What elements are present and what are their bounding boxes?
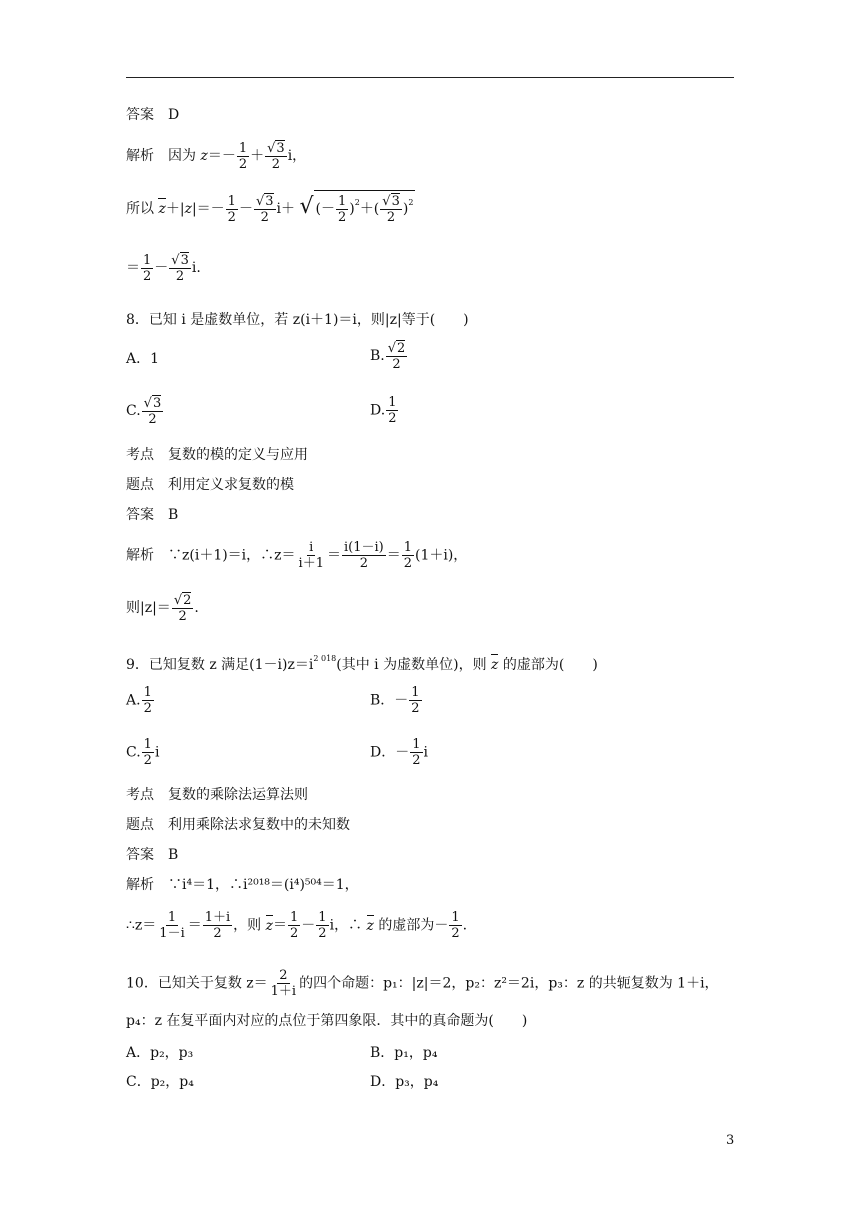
q9-stem: 9．已知复数 z 满足$(1-i)z=i^{2 018}$(其中 i 为虚数单位)，则 z 的虚部为( ): [126, 654, 598, 673]
q10-option-c: C．p₂，p₄: [126, 1074, 194, 1090]
q10-option-a: A．p₂，p₃: [126, 1045, 194, 1061]
q8-option-a: A．1: [126, 351, 160, 367]
fraction: $\frac{1}{2}$: [238, 140, 248, 172]
q10-option-d: D．p₃，p₄: [370, 1074, 439, 1090]
header-rule: [126, 77, 734, 78]
q8-tidian: 题点 利用定义求复数的模: [126, 477, 294, 493]
fraction: $\frac{1}{2}$: [227, 193, 236, 225]
q8-kaodian: 考点 复数的模的定义与应用: [126, 447, 308, 463]
q9-answer: 答案 B: [126, 847, 179, 863]
fraction: $\frac{√3}{2}$: [171, 253, 189, 284]
q8-option-c: C. $\frac{√3}{2}$: [126, 396, 162, 427]
q9-option-a: A. $\frac{1}{2}$: [126, 685, 152, 716]
q8-stem: 8．已知 i 是虚数单位，若 z(i＋1)＝i，则|z|等于( ): [126, 312, 469, 328]
page-number: 3: [726, 1133, 735, 1148]
q9-option-b: B．－ $\frac{1}{2}$: [370, 685, 420, 716]
q7-analysis-line3: ＝ $\frac{1}{2}$ － $\frac{√3}{2}$ i.: [126, 252, 201, 284]
q9-option-c: C. $\frac{1}{2}$ i: [126, 737, 160, 768]
q10-stem-line1: 10．已知关于复数 z＝ $\frac{2}{1+i}$ 的四个命题：p₁：|z|＝2，p₂：z²＝2i，p₃：z 的共轭复数为 1＋i，: [126, 968, 719, 999]
q8-option-b: B. $\frac{√2}{2}$: [370, 341, 406, 372]
q8-analysis-line1: 解析 ∵z(i＋1)＝i，∴z＝ $\frac{i}{i+1}$ ＝ $\frac{i(1-i)}{2}$ ＝ $\frac{1}{2}$ (1＋i)，: [126, 540, 468, 571]
q9-analysis-line2: ∴z＝ $\frac{1}{1-i}$ ＝ $\frac{1+i}{2}$ ，则 z＝ $\frac{1}{2}$ － $\frac{1}{2}$ i，∴ z 的虚部为－ $\frac{1}{2}$ .: [126, 910, 468, 941]
q10-option-b: B．p₁，p₄: [370, 1045, 438, 1061]
q8-option-d: D. $\frac{1}{2}$: [370, 395, 397, 426]
q7-analysis-line2: 所以 z＋|z|＝－ $\frac{1}{2}$ － $\frac{√3}{2}$ i＋ √ (－ $\frac{1}{2}$ )$^2$＋( $\frac{√3}{2}$ )$^2$: [126, 190, 415, 227]
q9-analysis-line1: 解析 ∵i⁴＝1，∴i²⁰¹⁸＝(i⁴)⁵⁰⁴＝1，: [126, 877, 359, 893]
q9-tidian: 题点 利用乘除法求复数中的未知数: [126, 817, 350, 833]
fraction: $\frac{√3}{2}$: [267, 141, 285, 172]
q10-stem-line2: p₄：z 在复平面内对应的点位于第四象限．其中的真命题为( ): [126, 1013, 528, 1029]
q9-option-d: D．－ $\frac{1}{2}$ i: [370, 737, 428, 768]
fraction: $\frac{√3}{2}$: [255, 194, 274, 225]
q9-kaodian: 考点 复数的乘除法运算法则: [126, 787, 308, 803]
q8-analysis-line2: 则|z|＝ $\frac{√2}{2}$ .: [126, 593, 199, 624]
q8-answer: 答案 B: [126, 507, 179, 523]
fraction: $\frac{1}{2}$: [143, 252, 152, 284]
q7-analysis-line1: 解析 因为 z＝－ $\frac{1}{2}$ ＋ $\frac{√3}{2}$ i，: [126, 140, 307, 172]
q7-answer: 答案 D: [126, 107, 180, 123]
